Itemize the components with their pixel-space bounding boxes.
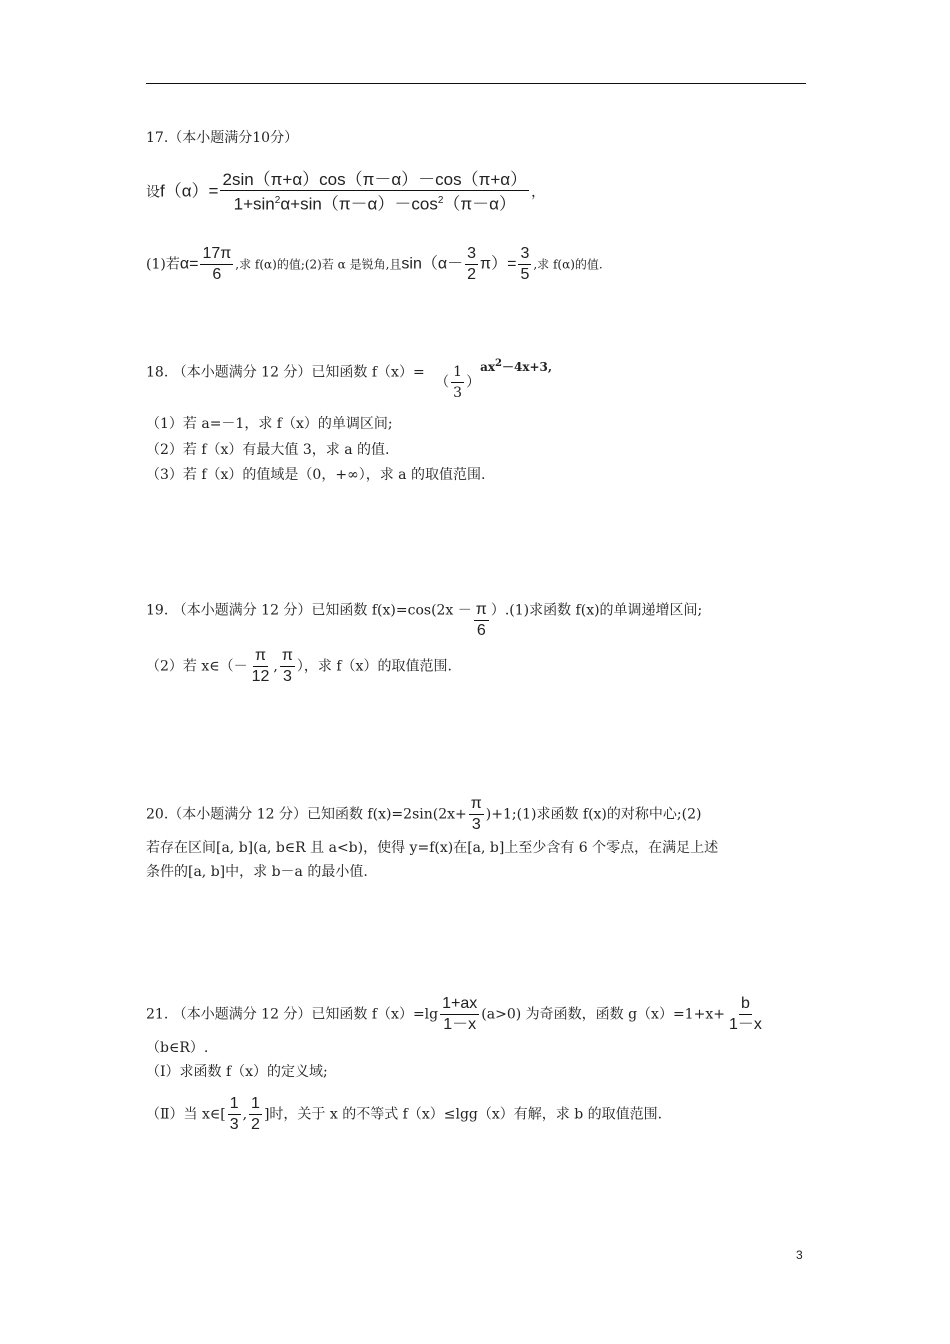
q17-main-fraction: $\frac{2\sin(\pi+\alpha)\cos(\pi-\alpha)-\cos(\pi+\alpha)}{1+\sin^2\alpha+\sin(\pi-\alpha)-\cos^2(\pi-\alpha)}$ [222,170,528,214]
q17-parts: (1)若α= $\frac{17\pi}{6}$ ,求 f(α)的值;(2)若 α 是锐角,且sin（α－ $\frac{3}{2}$ π）= $\frac{3}{5}$ ,求 f(α)的值. [146,245,603,283]
q20-line3: 条件的[a, b]中，求 b－a 的最小值. [146,864,368,880]
page-number: 3 [796,1248,803,1262]
q21-line3: （Ⅰ）求函数 f（x）的定义域; [146,1064,328,1080]
q21-line1: 21. （本小题满分 12 分）已知函数 f（x）=lg $\frac{1+ax}{1-x}$ (a>0) 为奇函数，函数 g（x）=1+x+ $\frac{b}{1-x}$ [146,995,762,1033]
q18-header: 18. （本小题满分 12 分）已知函数 f（x）= （ $\frac{1}{3}$ ）$ax^2-4x+3$, [146,357,553,401]
q21-line2: （b∈R）. [146,1040,209,1056]
q19-line2: （2）若 x∈（－ $\frac{\pi}{12}$ , $\frac{\pi}{3}$ ），求 f（x）的取值范围. [146,647,452,685]
q20-line1: 20.（本小题满分 12 分）已知函数 f(x)=2sin(2x+ $\frac{\pi}{3}$ )+1;(1)求函数 f(x)的对称中心;(2) [146,795,702,833]
q18-item-3: （3）若 f（x）的值域是（0，+∞），求 a 的取值范围. [146,467,486,483]
header-rule [146,83,806,84]
q17-header: 17.（本小题满分10分） [146,130,299,146]
q18-item-2: （2）若 f（x）有最大值 3，求 a 的值. [146,442,390,458]
q17-definition: 设f（α）= $\frac{2\sin(\pi+\alpha)\cos(\pi-\alpha)-\cos(\pi+\alpha)}{1+\sin^2\alpha+\sin(\pi-\alpha)-\cos^2(\pi-\alpha)}$ ， [146,170,546,214]
q19-line1: 19. （本小题满分 12 分）已知函数 f(x)=cos(2x － $\frac{\pi}{6}$ ）.(1)求函数 f(x)的单调递增区间; [146,601,703,639]
q18-item-1: （1）若 a=－1，求 f（x）的单调区间; [146,416,393,432]
q20-line2: 若存在区间[a, b](a, b∈R 且 a<b)，使得 y=f(x)在[a, b]上至少含有 6 个零点，在满足上述 [146,840,719,856]
q21-line4: （Ⅱ）当 x∈[ $\frac{1}{3}$ , $\frac{1}{2}$ ]时，关于 x 的不等式 f（x）≤lgg（x）有解，求 b 的取值范围. [146,1095,663,1133]
